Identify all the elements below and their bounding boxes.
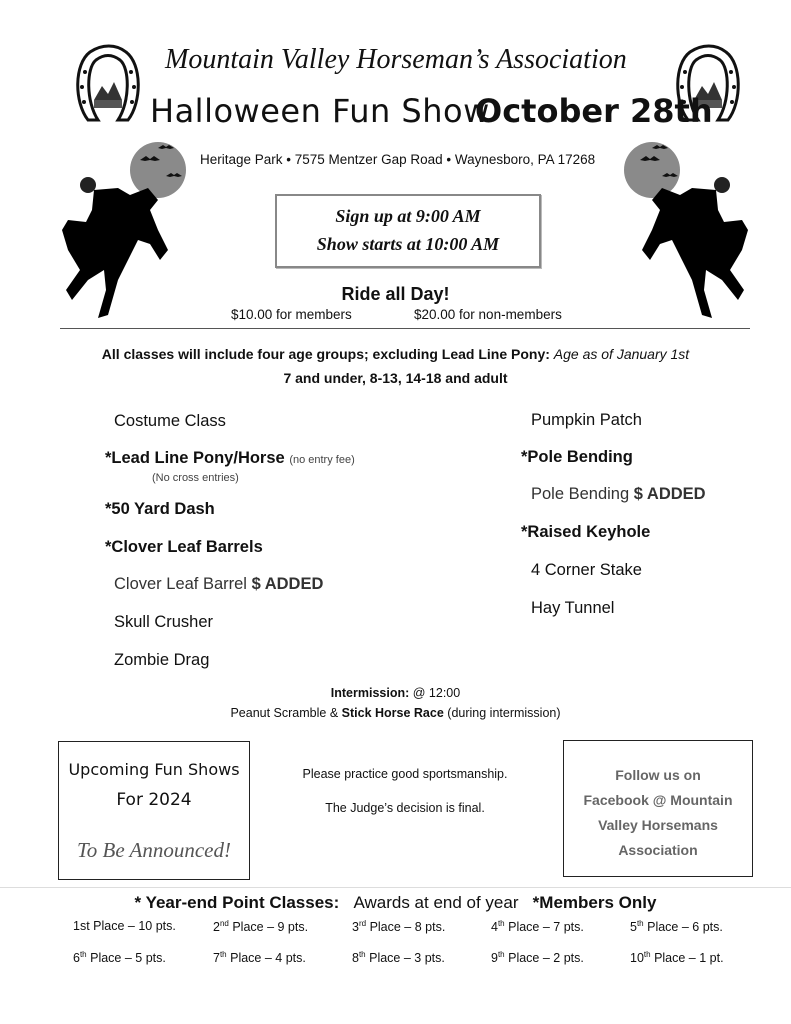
class-lead-line [105,449,355,468]
intermission-events-text: Peanut Scramble & [230,706,339,720]
show-title: Halloween Fun Show [150,92,490,130]
horseshoe-icon [70,42,146,128]
age-as-of-note: Age as of January 1st [553,346,690,362]
moon-icon [624,142,680,198]
class-clover-leaf-added [114,575,323,594]
member-price: $10.00 for members [231,307,352,322]
year-end-heading [0,893,791,913]
intermission [0,686,791,700]
points-item: 10th Place – 1 pt. [630,950,724,966]
moon-icon [130,142,186,198]
points-awards: Awards at end of year [353,893,519,912]
points-item: 7th Place – 4 pts. [213,950,306,966]
points-item: 3rd Place – 8 pts. [352,919,446,935]
age-groups-note [0,346,791,362]
class-skull-crusher: Skull Crusher [114,613,214,631]
stick-horse-race: Stick Horse Race [341,706,444,720]
class-lead-line-label: *Lead Line Pony/Horse [105,449,285,467]
pole-added-tag: $ ADDED [633,485,706,503]
class-clover-leaf-barrels: *Clover Leaf Barrels [105,538,263,556]
points-item: 4th Place – 7 pts. [491,919,584,935]
class-50-yard-dash: *50 Yard Dash [105,500,215,518]
upcoming-line2: For 2024 [116,790,192,810]
points-item: 8th Place – 3 pts. [352,950,445,966]
follow-text [564,763,752,863]
upcoming-line1: Upcoming Fun Shows [68,760,240,779]
pole-added-label: Pole Bending [531,485,630,503]
points-item: 9th Place – 2 pts. [491,950,584,966]
follow-box [563,740,753,877]
upcoming-shows-box [58,741,250,880]
class-pole-bending: *Pole Bending [521,448,633,466]
judge-note: The Judge’s decision is final. [325,801,485,815]
points-title: * Year-end Point Classes: [134,893,340,912]
show-date: October 28th [475,92,713,130]
signup-box [275,194,541,268]
points-item: 6th Place – 5 pts. [73,950,166,966]
sportsmanship-note: Please practice good sportsmanship. [302,767,508,781]
class-costume: Costume Class [114,412,226,430]
class-zombie-drag: Zombie Drag [114,651,210,669]
follow-line3: Valley Horsemans [598,817,718,833]
intermission-time: @ 12:00 [412,686,461,700]
nonmember-price: $20.00 for non-members [414,307,562,322]
divider [60,328,750,329]
age-groups-list: 7 and under, 8-13, 14-18 and adult [283,370,508,386]
class-hay-tunnel: Hay Tunnel [531,599,615,617]
lead-line-fee: (no entry fee) [289,454,355,466]
class-raised-keyhole: *Raised Keyhole [521,523,651,541]
show-start-time: Show starts at 10:00 AM [316,234,500,254]
points-members: *Members Only [532,893,657,912]
signup-time: Sign up at 9:00 AM [335,206,481,226]
follow-line1: Follow us on [615,767,701,783]
class-pole-bending-added [531,485,706,504]
clover-added-tag: $ ADDED [251,575,324,593]
follow-line2[interactable]: Facebook @ Mountain [583,792,733,808]
ride-all-day: Ride all Day! [341,284,450,304]
class-4-corner-stake: 4 Corner Stake [531,561,642,579]
points-item: 1st Place – 10 pts. [73,919,176,933]
lead-line-note: (No cross entries) [152,472,239,484]
class-pumpkin-patch: Pumpkin Patch [531,411,642,429]
age-groups-text: All classes will include four age groups; excluding Lead Line Pony: [101,346,550,362]
clover-added-label: Clover Leaf Barrel [114,575,247,593]
intermission-label: Intermission: [330,686,410,700]
points-item: 2nd Place – 9 pts. [213,919,309,935]
divider [0,887,791,888]
points-item: 5th Place – 6 pts. [630,919,723,935]
intermission-events [0,706,791,720]
upcoming-tba: To Be Announced! [77,838,231,862]
address: Heritage Park • 7575 Mentzer Gap Road • Waynesboro, PA 17268 [200,152,596,167]
intermission-note: (during intermission) [447,706,561,720]
follow-line4: Association [618,842,698,858]
association-title: Mountain Valley Horseman’s Association [165,44,627,75]
